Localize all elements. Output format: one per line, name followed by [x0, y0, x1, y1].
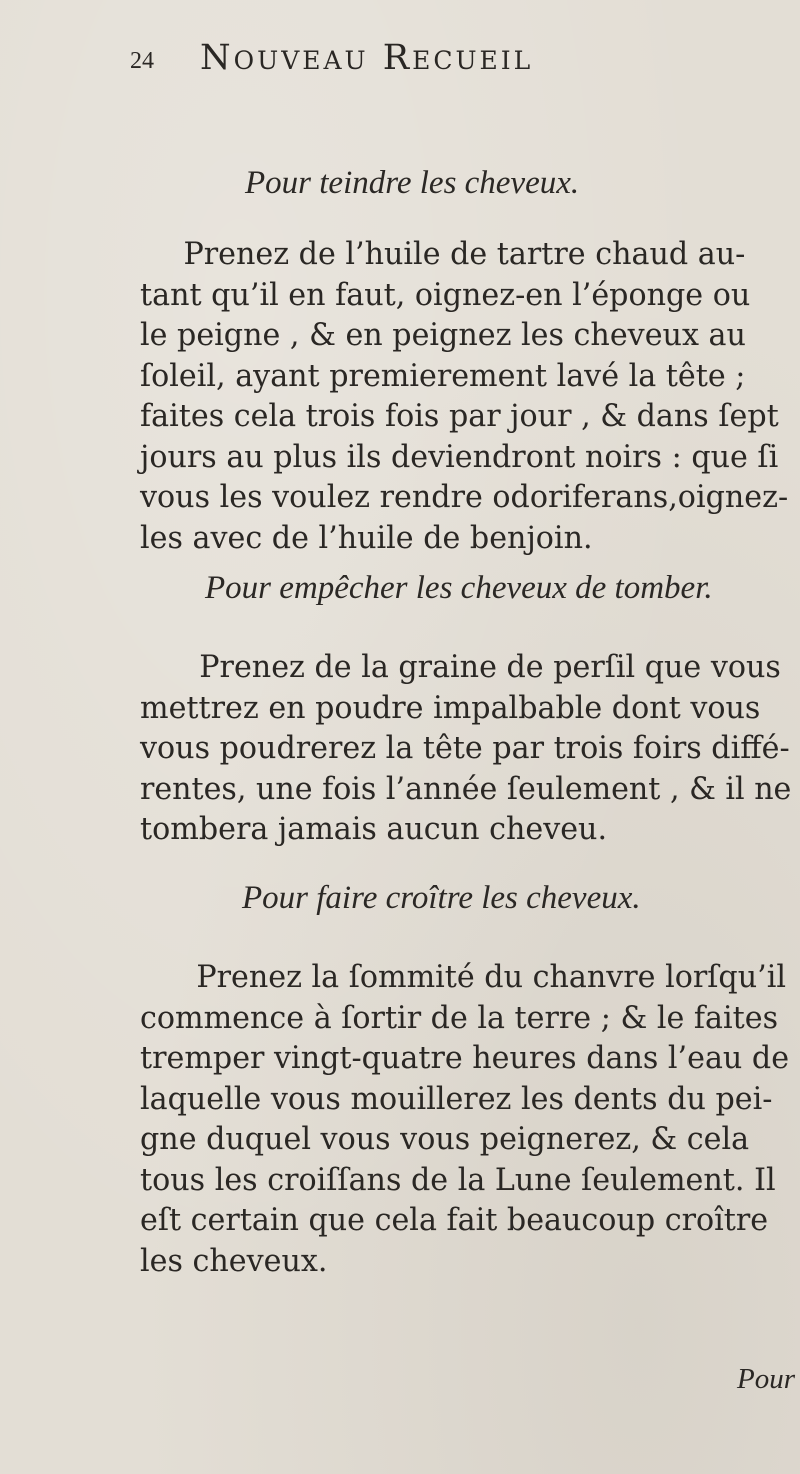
text-line: jours au plus ils deviendront noirs : que ſi: [140, 439, 779, 475]
text-line: tant qu’il en faut, oignez-en l’éponge ou: [140, 277, 751, 313]
text-line: ſoleil, ayant premierement lavé la tête ;: [140, 358, 746, 394]
text-line: les avec de l’huile de benjoin.: [140, 520, 593, 556]
text-line: tombera jamais aucun cheveu.: [140, 812, 608, 847]
section-body-croitre: [140, 958, 800, 1282]
text-line: vous poudrerez la tête par trois foirs diffé-: [140, 731, 790, 766]
text-line: faites cela trois fois par jour , & dans ſept: [140, 399, 779, 434]
section-body-teindre: [140, 235, 800, 559]
section-title-croitre: Pour faire croître les cheveux.: [242, 880, 641, 916]
section-title-teindre: Pour teindre les cheveux.: [245, 165, 580, 201]
text-line: tous les croiſſans de la Lune ſeulement. Il: [140, 1162, 776, 1198]
text-line: Prenez de la graine de perſil que vous: [199, 650, 781, 685]
page-number: 24: [130, 48, 154, 74]
running-head: Nouveau Recueil: [200, 38, 534, 78]
text-line: gne duquel vous vous peignerez, & cela: [140, 1122, 750, 1157]
text-line: Prenez la ſommité du chanvre lorſqu’il: [196, 960, 786, 995]
text-line: commence à ſortir de la terre ; & le faites: [140, 1000, 779, 1036]
text-line: eſt certain que cela fait beaucoup croître: [140, 1203, 769, 1238]
text-line: laquelle vous mouillerez les dents du pei-: [140, 1081, 773, 1117]
text-line: rentes, une fois l’année ſeulement , & il ne: [140, 771, 792, 807]
text-line: tremper vingt-quatre heures dans l’eau de: [140, 1041, 790, 1076]
text-line: le peigne , & en peignez les cheveux au: [140, 318, 746, 353]
catchword: Pour: [737, 1363, 795, 1395]
text-line: les cheveux.: [140, 1243, 328, 1279]
section-body-tomber: [140, 648, 800, 851]
text-line: Prenez de l’huile de tartre chaud au-: [183, 237, 746, 272]
text-line: vous les voulez rendre odoriferans,oignez-: [140, 480, 789, 515]
section-title-tomber: Pour empêcher les cheveux de tomber.: [205, 570, 713, 606]
text-line: mettrez en poudre impalbable dont vous: [140, 690, 761, 726]
